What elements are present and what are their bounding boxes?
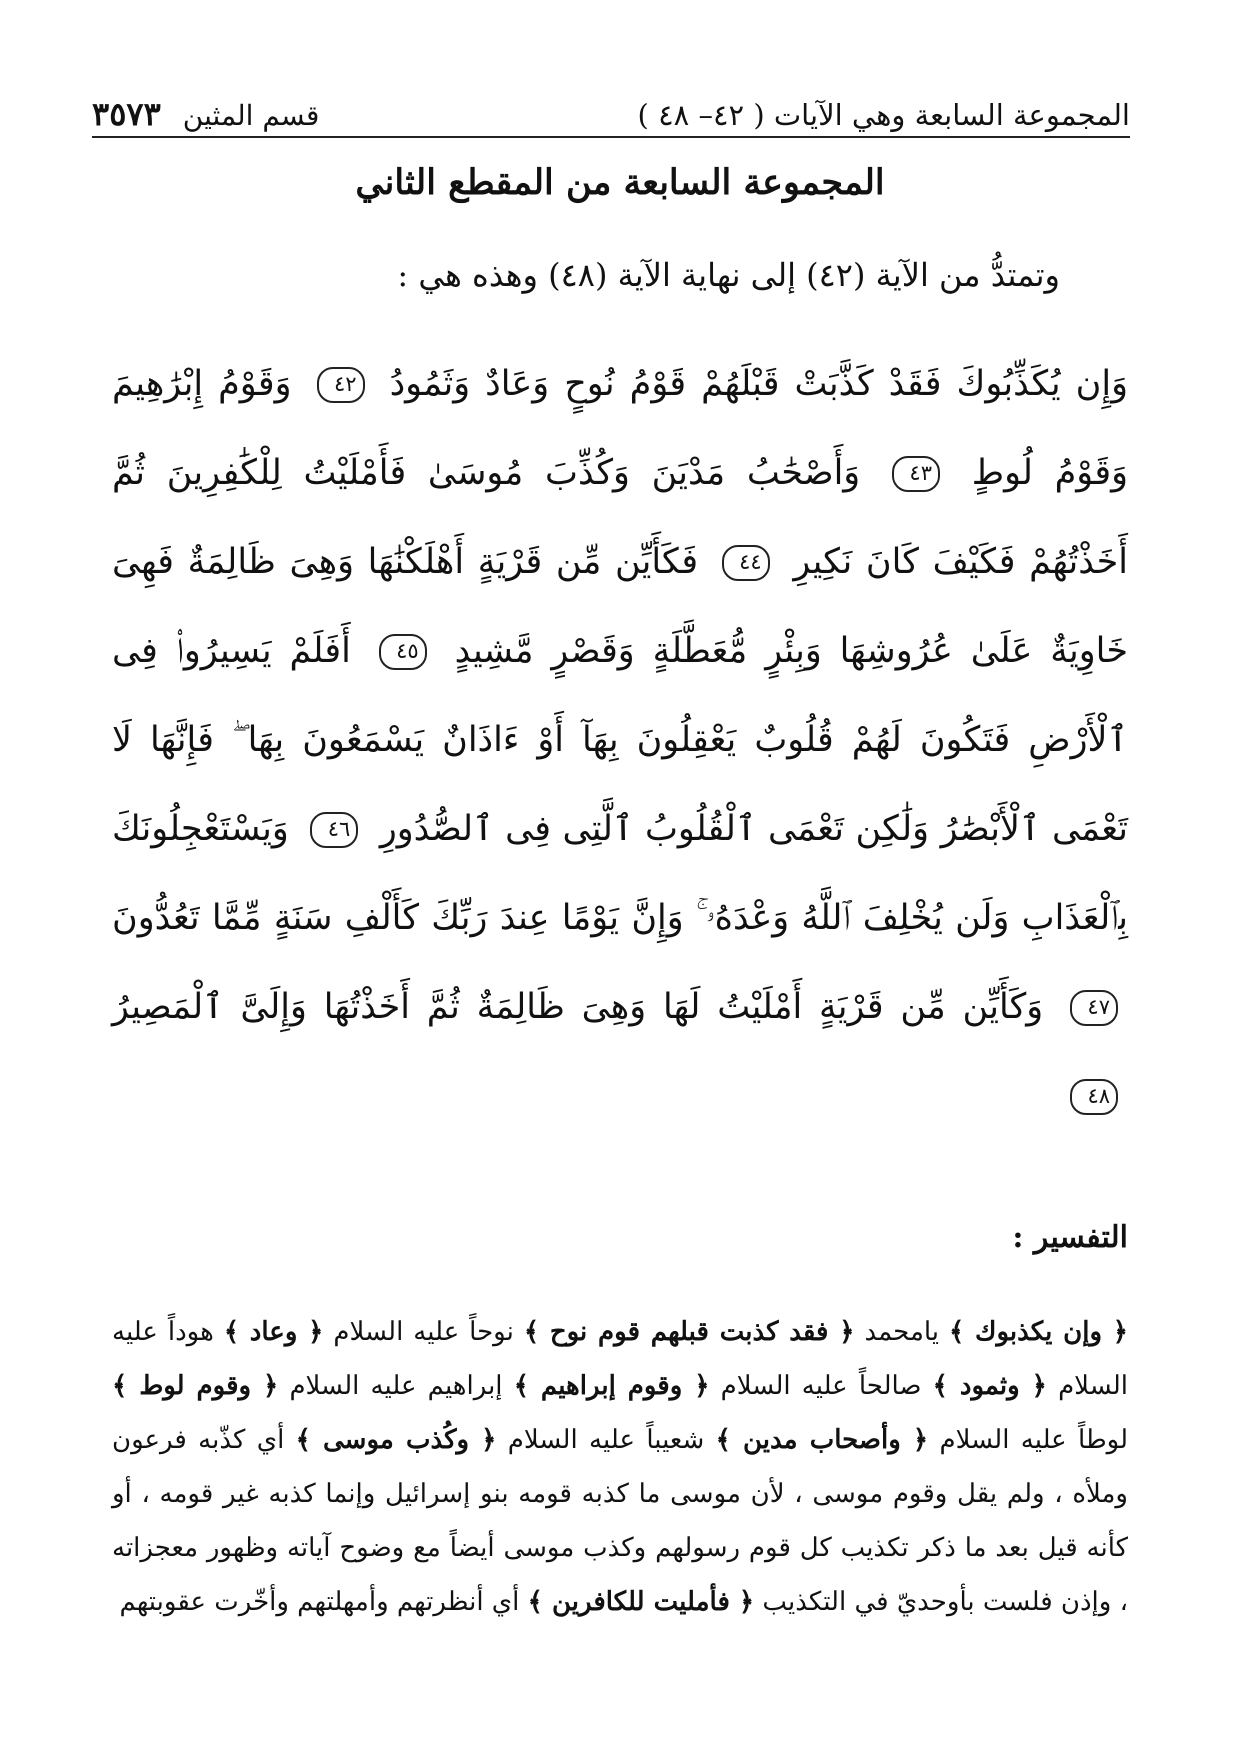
commentary-text: شعيباً عليه السلام (496, 1425, 716, 1455)
intro-line: وتمتدُّ من الآية (٤٢) إلى نهاية الآية (٤٨) وهذه هي : (397, 256, 1060, 294)
quoted-verse-fragment: ﴿ وقوم لوط ﴾ (112, 1371, 279, 1401)
page-number: ٣٥٧٣ (92, 95, 161, 133)
quoted-verse-fragment: ﴿ وثمود ﴾ (932, 1371, 1047, 1401)
quoted-verse-fragment: ﴿ فقد كذبت قبلهم قوم نوح ﴾ (523, 1317, 855, 1347)
running-header (92, 80, 1130, 133)
verse-text: فَكَأَيِّن مِّن قَرْيَةٍ أَهْلَكْنَٰهَا وَهِىَ ظَالِمَةٌ فَهِىَ خَاوِيَةٌ عَلَىٰ عُرُوشِهَا وَبِئْرٍ مُّعَطَّلَةٍ وَقَصْرٍ مَّشِيدٍ (112, 542, 1128, 671)
commentary-text: يامحمد (854, 1317, 950, 1347)
quran-verses-block (112, 340, 1128, 1141)
quoted-verse-fragment: ﴿ فأمليت للكافرين ﴾ (527, 1587, 755, 1617)
verse-text: وَأَصْحَٰبُ مَدْيَنَ وَكُذِّبَ مُوسَىٰ فَأَمْلَيْتُ لِلْكَٰفِرِينَ ثُمَّ أَخَذْتُهُمْ فَكَيْفَ كَانَ نَكِيرِ (112, 453, 1128, 582)
ayah-number-marker: ٤٢ (317, 367, 365, 403)
verse-text: وَقَوْمُ إِبْرَٰهِيمَ وَقَوْمُ لُوطٍ (112, 364, 1128, 493)
quoted-verse-fragment: ﴿ وأصحاب مدين ﴾ (715, 1425, 929, 1455)
ayah-number-marker: ٤٨ (1070, 1079, 1118, 1115)
commentary-text: لوطاً عليه السلام (928, 1425, 1129, 1455)
ayah-number-marker: ٤٧ (1070, 990, 1118, 1026)
ayah-number-marker: ٤٣ (892, 456, 940, 492)
quoted-verse-fragment: ﴿ وقوم إبراهيم ﴾ (513, 1371, 710, 1401)
commentary-text: أي كذّبه فرعون وملأه ، ولم يقل وقوم موسى ، لأن موسى ما كذبه قومه بنو إسرائيل وإنما كذبه غير قومه ، أو كأنه قيل بعد ما ذكر تكذيب كل قوم رسولهم وكذب موسى أيضاً مع وضوح آياته وظهور معجزاته ، وإذن فلست بأوحديّ في التكذيب (112, 1425, 1128, 1617)
quoted-verse-fragment: ﴿ وعاد ﴾ (223, 1317, 324, 1347)
commentary-text: إبراهيم عليه السلام (278, 1371, 514, 1401)
group-title: المجموعة السابعة من المقطع الثاني (355, 162, 885, 203)
verse-text: وَيَسْتَعْجِلُونَكَ بِٱلْعَذَابِ وَلَن يُخْلِفَ ٱللَّهُ وَعْدَهُۥ ۚ وَإِنَّ يَوْمًا عِندَ رَبِّكَ كَأَلْفِ سَنَةٍ مِّمَّا تَعُدُّونَ (112, 809, 1128, 938)
ayah-number-marker: ٤٦ (310, 812, 358, 848)
commentary-text: صالحاً عليه السلام (709, 1371, 933, 1401)
commentary-text: هوداً عليه السلام (112, 1317, 1129, 1401)
running-title: المجموعة السابعة وهي الآيات ( ٤٢– ٤٨ ) (637, 98, 1130, 132)
verse-text: وَكَأَيِّن مِّن قَرْيَةٍ أَمْلَيْتُ لَهَا وَهِىَ ظَالِمَةٌ ثُمَّ أَخَذْتُهَا وَإِلَىَّ ٱلْمَصِيرُ (112, 987, 1044, 1027)
header-page-info (92, 95, 320, 133)
ayah-number-marker: ٤٤ (722, 545, 770, 581)
section-name: قسم المثين (182, 99, 320, 132)
tafsir-body (112, 1305, 1128, 1629)
verse-text: أَفَلَمْ يَسِيرُوا۟ فِى ٱلْأَرْضِ فَتَكُونَ لَهُمْ قُلُوبٌ يَعْقِلُونَ بِهَآ أَوْ ءَاذَانٌ يَسْمَعُونَ بِهَا ۖ فَإِنَّهَا لَا تَعْمَى ٱلْأَبْصَٰرُ وَلَٰكِن تَعْمَى ٱلْقُلُوبُ ٱلَّتِى فِى ٱلصُّدُورِ (112, 631, 1128, 849)
quoted-verse-fragment: ﴿ وإن يكذبوك ﴾ (949, 1317, 1128, 1347)
tafsir-heading: التفسير : (1012, 1220, 1128, 1255)
commentary-text: أي أنظرتهم وأمهلتهم وأخّرت عقوبتهم (119, 1587, 528, 1617)
quoted-verse-fragment: ﴿ وكُذب موسى ﴾ (295, 1425, 497, 1455)
commentary-text: نوحاً عليه السلام (323, 1317, 524, 1347)
header-divider (92, 136, 1130, 138)
ayah-number-marker: ٤٥ (379, 634, 427, 670)
verse-text: وَإِن يُكَذِّبُوكَ فَقَدْ كَذَّبَتْ قَبْلَهُمْ قَوْمُ نُوحٍ وَعَادٌ وَثَمُودُ (389, 364, 1128, 404)
